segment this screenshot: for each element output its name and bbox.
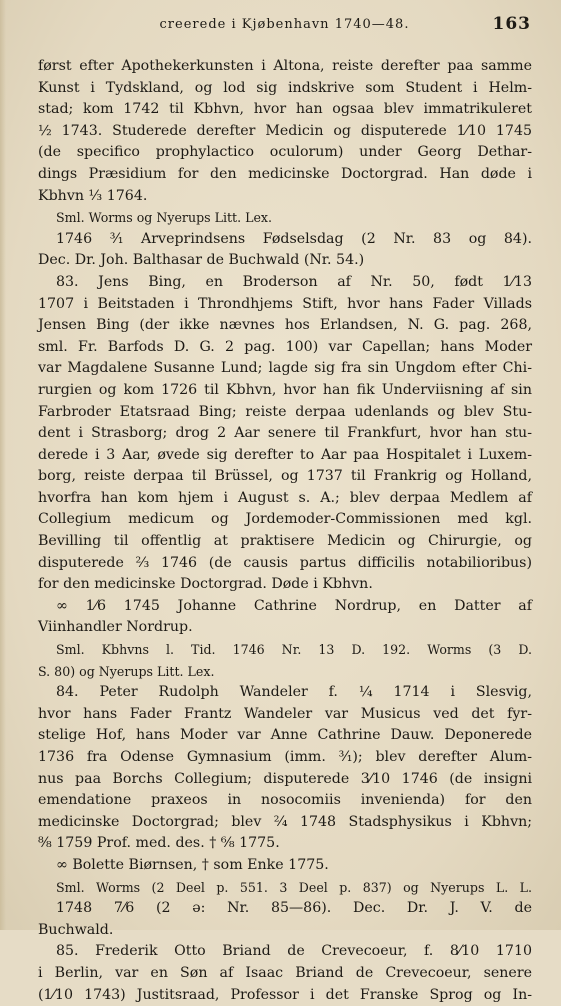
source-note: Sml. Kbhvns l. Tid. 1746 Nr. 13 D. 192. Worms (3 D. bbox=[56, 642, 532, 658]
text-line: hvorfra han kom hjem i August s. A.; blev derpaa Medlem af bbox=[38, 489, 532, 506]
text-line: (1⁄10 1743) Justitsraad, Professor i det Franske Sprog og In- bbox=[38, 986, 532, 1003]
page-gutter-shadow bbox=[0, 0, 6, 930]
source-note: Sml. Worms og Nyerups Litt. Lex. bbox=[56, 210, 273, 226]
dean-line: Buchwald. bbox=[38, 921, 114, 938]
text-line: stelige Hof, hans Moder var Anne Cathrine Dauw. Deponerede bbox=[38, 727, 532, 744]
text-line: emendatione praxeos in nosocomiis invenienda) for den bbox=[38, 792, 532, 809]
text-line: Bevilling til offentlig at praktisere Medicin og Chirurgie, og bbox=[38, 533, 532, 550]
source-note: S. 80) og Nyerups Litt. Lex. bbox=[38, 663, 215, 679]
page-number: 163 bbox=[492, 14, 531, 34]
text-line: nus paa Borchs Collegium; disputerede 3⁄10 1746 (de insigni bbox=[38, 770, 532, 787]
year-entry: 1748 7⁄6 (2 ə: Nr. 85—86). Dec. Dr. J. V. de bbox=[56, 900, 532, 917]
text-line: 1707 i Beitstaden i Throndhjems Stift, hvor hans Fader Villads bbox=[38, 295, 532, 312]
entry-heading-83: 83. Jens Bing, en Broderson af Nr. 50, født 1⁄13 bbox=[56, 273, 532, 290]
marriage-line: ∞ Bolette Biørnsen, † som Enke 1775. bbox=[56, 856, 329, 873]
text-line: ⁸⁄₈ 1759 Prof. med. des. † ⁶⁄₈ 1775. bbox=[38, 835, 280, 852]
text-line: rurgien og kom 1726 til Kbhvn, hvor han fik Underviisning af sin bbox=[38, 381, 532, 398]
text-line: hvor hans Fader Frantz Wandeler var Musicus ved det fyr- bbox=[38, 705, 532, 722]
text-line: var Magdalene Susanne Lund; lagde sig fra sin Ungdom efter Chi- bbox=[38, 360, 532, 377]
text-line: Farbroder Etatsraad Bing; reiste derpaa udenlands og blev Stu- bbox=[38, 403, 532, 420]
text-line: sml. Fr. Barfods D. G. 2 pag. 100) var Capellan; hans Moder bbox=[38, 338, 532, 355]
text-line: derede i 3 Aar, øvede sig derefter to Aar paa Hospitalet i Luxem- bbox=[38, 446, 532, 463]
text-line: 1736 fra Odense Gymnasium (imm. ³⁄₁); blev derefter Alum- bbox=[38, 749, 532, 765]
running-header bbox=[38, 14, 531, 36]
text-line: disputerede ²⁄₃ 1746 (de causis partus difficilis notabilioribus) bbox=[38, 554, 532, 571]
text-line: Kunst i Tydskland, og lod sig indskrive som Student i Helm- bbox=[38, 79, 532, 96]
text-line: borg, reiste derpaa til Brüssel, og 1737 til Frankrig og Holland, bbox=[38, 468, 532, 485]
source-note: Sml. Worms (2 Deel p. 551. 3 Deel p. 837) og Nyerups L. L. bbox=[56, 879, 532, 895]
text-line: Viinhandler Nordrup. bbox=[38, 619, 193, 636]
text-line: for den medicinske Doctorgrad. Døde i Kbhvn. bbox=[38, 576, 373, 593]
text-line: Jensen Bing (der ikke nævnes hos Erlandsen, N. G. pag. 268, bbox=[38, 317, 532, 334]
text-line: (de specifico prophylactico oculorum) under Georg Dethar- bbox=[38, 144, 532, 161]
year-entry: 1746 ³⁄₁ Arveprindsens Fødselsdag (2 Nr. 83 og 84). bbox=[56, 230, 532, 247]
dean-line: Dec. Dr. Joh. Balthasar de Buchwald (Nr. 54.) bbox=[38, 252, 365, 269]
marriage-line: ∞ 1⁄6 1745 Johanne Cathrine Nordrup, en Datter af bbox=[56, 597, 532, 614]
text-line: medicinske Doctorgrad; blev ²⁄₄ 1748 Stadsphysikus i Kbhvn; bbox=[38, 813, 532, 830]
text-line: ½ 1743. Studerede derefter Medicin og disputerede 1⁄10 1745 bbox=[38, 122, 532, 139]
running-title: creerede i Kjøbenhavn 1740—48. bbox=[159, 17, 410, 32]
text-line: Collegium medicum og Jordemoder-Commissionen med kgl. bbox=[38, 511, 532, 528]
text-line: dings Præsidium for den medicinske Doctorgrad. Han døde i bbox=[38, 165, 532, 182]
text-line: dent i Strasborg; drog 2 Aar senere til Frankfurt, hvor han stu- bbox=[38, 425, 532, 442]
text-line: stad; kom 1742 til Kbhvn, hvor han ogsaa blev immatrikuleret bbox=[38, 101, 532, 118]
text-line: Kbhvn ¹⁄₃ 1764. bbox=[38, 187, 148, 204]
entry-heading-85: 85. Frederik Otto Briand de Crevecoeur, f. 8⁄10 1710 bbox=[56, 943, 532, 960]
page-body bbox=[38, 56, 532, 1006]
entry-heading-84: 84. Peter Rudolph Wandeler f. ¼ 1714 i Slesvig, bbox=[56, 684, 532, 701]
text-line: først efter Apothekerkunsten i Altona, reiste derefter paa samme bbox=[38, 58, 532, 74]
text-line: i Berlin, var en Søn af Isaac Briand de Crevecoeur, senere bbox=[38, 964, 532, 981]
